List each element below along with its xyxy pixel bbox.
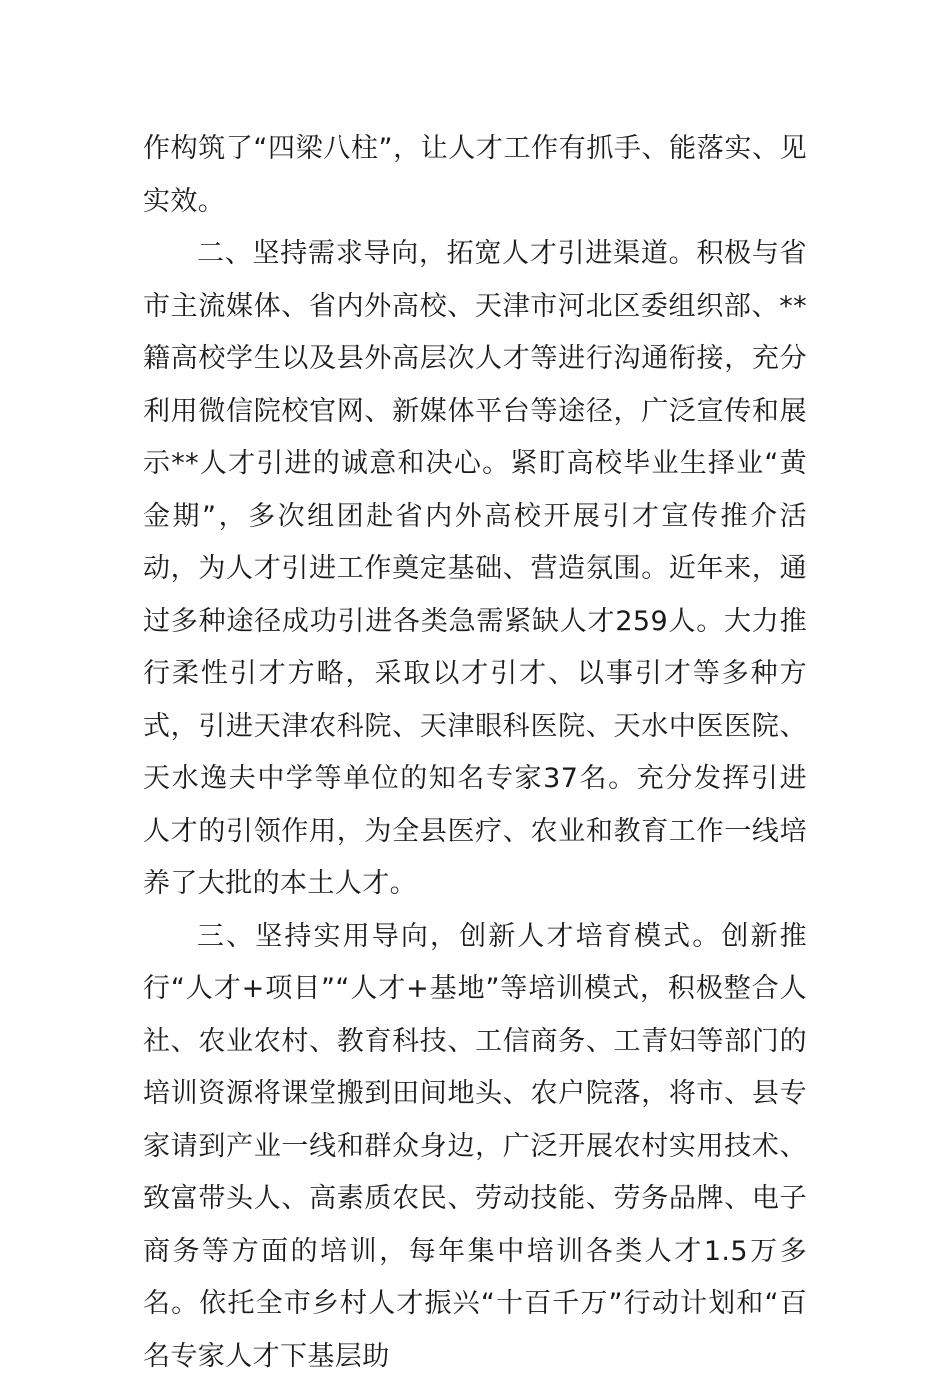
paragraph-2: 二、坚持需求导向，拓宽人才引进渠道。积极与省市主流媒体、省内外高校、天津市河北区委组织部、**籍高校学生以及县外高层次人才等进行沟通衔接，充分利用微信院校官网、新媒体平台等途径，广泛宣传和展示**人才引进的诚意和决心。紧盯高校毕业生择业“黄金期”，多次组团赴省内外高校开展引才宣传推介活动，为人才引进工作奠定基础、营造氛围。近年来，通过多种途径成功引进各类急需紧缺人才259人。大力推行柔性引才方略，采取以才引才、以事引才等多种方式，引进天津农科院、天津眼科医院、天水中医医院、天水逸夫中学等单位的知名专家37名。充分发挥引进人才的引领作用，为全县医疗、农业和教育工作一线培养了大批的本土人才。 bbox=[143, 228, 807, 911]
document-body bbox=[143, 123, 807, 1383]
paragraph-3: 三、坚持实用导向，创新人才培育模式。创新推行“人才+项目”“人才+基地”等培训模式，积极整合人社、农业农村、教育科技、工信商务、工青妇等部门的培训资源将课堂搬到田间地头、农户院落，将市、县专家请到产业一线和群众身边，广泛开展农村实用技术、致富带头人、高素质农民、劳动技能、劳务品牌、电子商务等方面的培训，每年集中培训各类人才1.5万多名。依托全市乡村人才振兴“十百千万”行动计划和“百名专家人才下基层助 bbox=[143, 911, 807, 1383]
paragraph-1: 作构筑了“四梁八柱”，让人才工作有抓手、能落实、见实效。 bbox=[143, 123, 807, 228]
